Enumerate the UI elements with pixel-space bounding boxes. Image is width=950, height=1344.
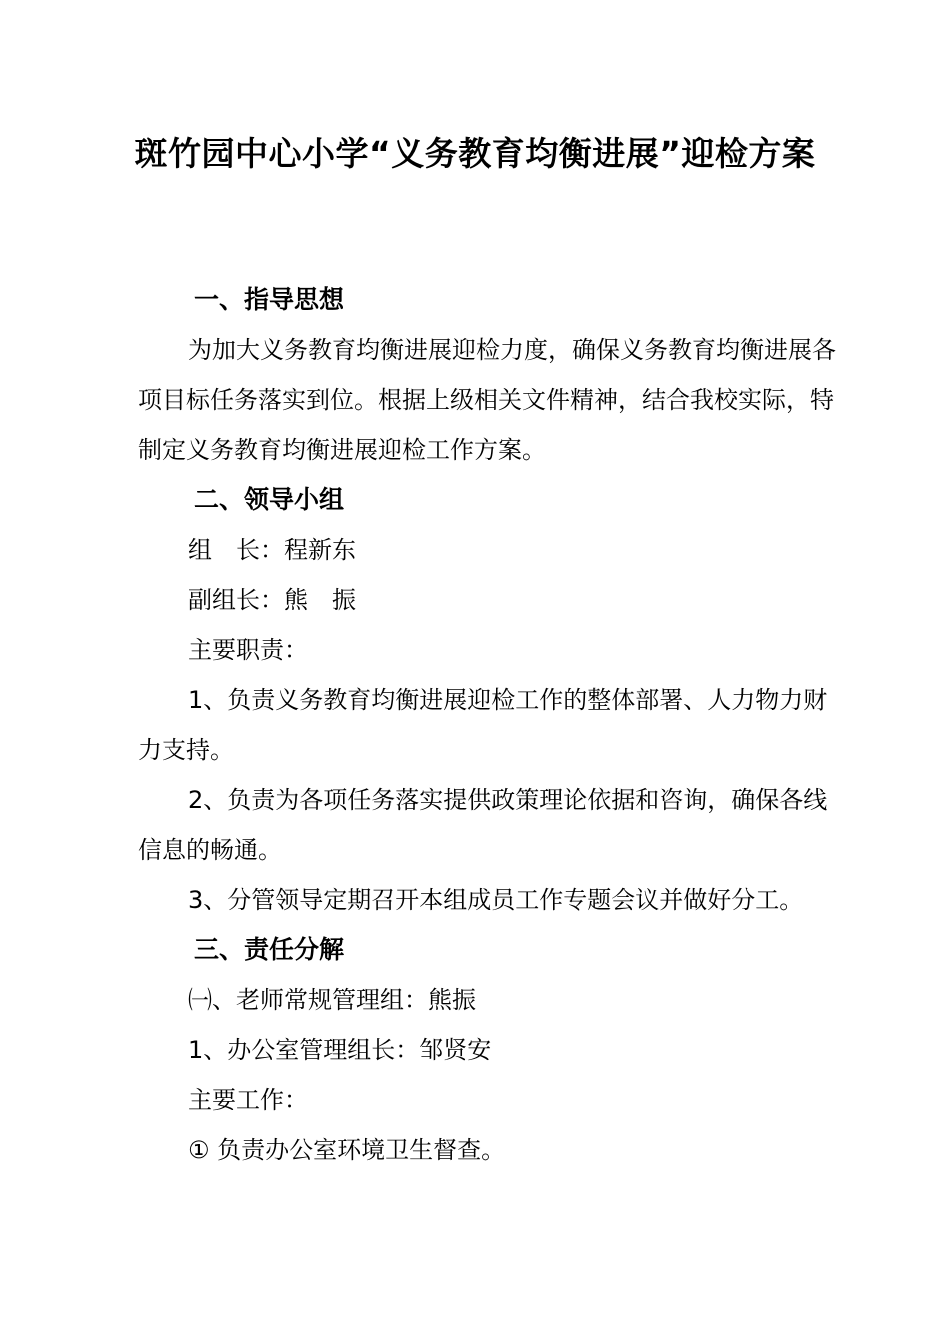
duty-item: 3、分管领导定期召开本组成员工作专题会议并做好分工。 xyxy=(188,886,804,914)
work-item: ① 负责办公室环境卫生督查。 xyxy=(188,1136,506,1164)
document-title: 斑竹园中心小学“义务教育均衡进展”迎检方案 xyxy=(134,134,816,173)
document-body xyxy=(138,275,838,1175)
duties-label: 主要职责： xyxy=(188,636,308,664)
duty-item: 1、负责义务教育均衡进展迎检工作的整体部署、人力物力财力支持。 xyxy=(138,686,828,764)
teacher-routine-management-group: ㈠、老师常规管理组：熊振 xyxy=(188,986,476,1014)
section-heading-responsibility-breakdown: 三、责任分解 xyxy=(194,935,345,964)
office-management-leader: 1、办公室管理组长：邹贤安 xyxy=(188,1036,492,1064)
guiding-ideology-paragraph: 为加大义务教育均衡进展迎检力度，确保义务教育均衡进展各项目标任务落实到位。根据上级相关文件精神，结合我校实际，特制定义务教育均衡进展迎检工作方案。 xyxy=(138,336,836,464)
main-work-label: 主要工作： xyxy=(188,1086,308,1114)
group-leader: 组 长：程新东 xyxy=(188,536,356,564)
deputy-group-leader: 副组长：熊 振 xyxy=(188,586,356,614)
section-heading-guiding-ideology: 一、指导思想 xyxy=(194,285,345,314)
duty-item: 2、负责为各项任务落实提供政策理论依据和咨询，确保各线信息的畅通。 xyxy=(138,786,828,864)
section-heading-leadership-group: 二、领导小组 xyxy=(194,485,345,514)
